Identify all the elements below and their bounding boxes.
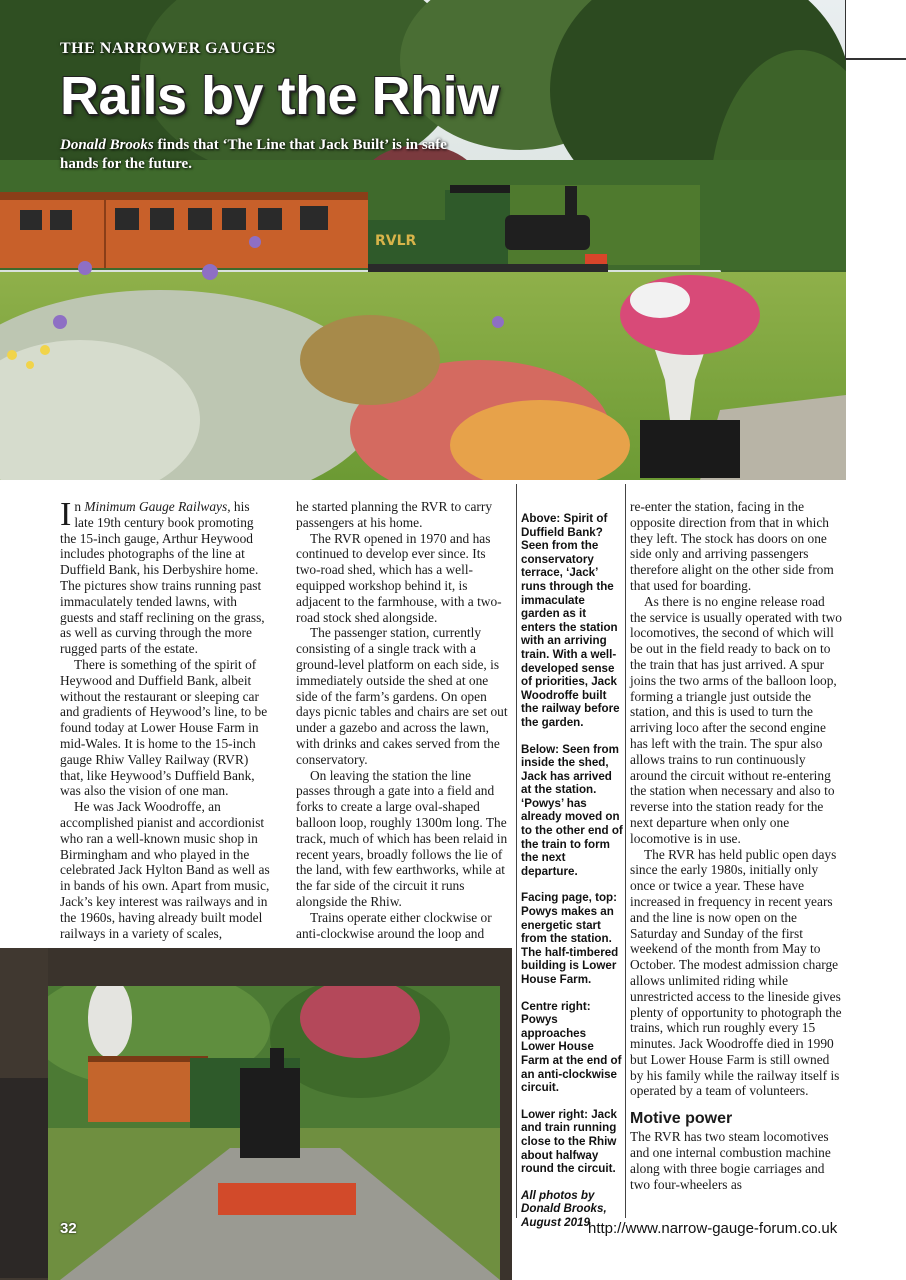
- standfirst: [60, 136, 480, 174]
- paragraph: As there is no engine release road the service is usually operated with two locomotives, the second of which will be out in the field ready to back on to the train that has just arrived. A spur joins the two arms of the balloon loop, forming a triangle just outside the station, and this is used to turn the arriving loco after the second engine has left with the train. The spur also allows trains to run continuously around the circuit without re-entering the station when necessary and also to reverse into the station ready for the next departure when only one locomotive is in use.: [630, 593, 842, 846]
- photo-credit: All photos by Donald Brooks, August 2019: [521, 1188, 607, 1229]
- subheading: Motive power: [630, 1110, 733, 1128]
- paragraph: [60, 496, 272, 657]
- body-column-1: [60, 496, 272, 941]
- paragraph: Trains operate either clockwise or anti-clockwise around the loop and: [296, 909, 492, 941]
- photo-caption: Above: Spirit of Duffield Bank? Seen from the conservatory terrace, ‘Jack’ runs through the immaculate garden as it enters the station with an arriving train. With a well-developed sense of priorities, Jack Woodroffe built the railway before the garden.: [521, 512, 620, 729]
- caption-column: [521, 512, 623, 1243]
- frame-rule-vertical: [845, 0, 846, 60]
- paragraph: The RVR opened in 1970 and has continued to develop ever since. Its two-road shed, which has a well-equipped workshop behind it, is adjacent to the farmhouse, with a two-road stock shed alongside.: [296, 530, 502, 625]
- text-run: , his late 19th century book promoting the 15-inch gauge, Arthur Heywood includes photographs of the line at Duffield Bank, his Derbyshire home. The pictures show trains running past immaculately tended lawns, with guests and staff reclining on the grass, as well as curving through the more rugged parts of the estate.: [60, 499, 265, 657]
- page-number: 32: [60, 1220, 77, 1237]
- footer-url: http://www.narrow-gauge-forum.co.uk: [588, 1220, 838, 1237]
- photo-caption: Centre right: Powys approaches Lower House Farm at the end of an anti-clockwise circuit.: [521, 999, 622, 1095]
- paragraph: He was Jack Woodroffe, an accomplished pianist and accordionist who ran a well-known music shop in Birmingham and who played in the celebrated Jack Hylton Band as well as in bands of his own. Apart from music, Jack’s key interest was railways and in the 1960s, having already built model railways in a variety of scales,: [60, 799, 270, 941]
- paragraph: he started planning the RVR to carry passengers at his home.: [296, 499, 493, 530]
- paragraph: The passenger station, currently consisting of a single track with a ground-level platform on each side, is immediately outside the shed at one side of the farm’s gardens. On open days picnic tables and chairs are set out under a gazebo and across the lawn, with drinks and cakes served from the conservatory.: [296, 625, 508, 767]
- section-tag: THE NARROWER GAUGES: [60, 40, 276, 57]
- page-title: Rails by the Rhiw: [60, 66, 499, 126]
- column-divider: [516, 484, 517, 1218]
- paragraph: The RVR has held public open days since the early 1980s, initially only once or twice a year. These have increased in frequency in recent years and the line is now open on the Saturday and Sunday of the first weekend of the month from May to October. The modest admission charge allows unlimited riding while unrestricted access to the lineside gives plenty of opportunity to photograph the trains, which run roughly every 15 minutes. Jack Woodroffe died in 1990 but Lower House Farm is still owned by his family while the railway itself is operated by a team of volunteers.: [630, 846, 842, 1099]
- paragraph: There is something of the spirit of Heywood and Duffield Bank, albeit without the restaurant or sleeping car and gradients of Heywood’s line, to be found today at Lower House Farm in mid-Wales. It is home to the 15-inch gauge Rhiw Valley Railway (RVR) that, like Heywood’s Duffield Bank, was also the vision of one man.: [60, 656, 268, 799]
- column-divider: [625, 484, 626, 1218]
- standfirst-author: Donald Brooks: [60, 137, 154, 153]
- paragraph: re-enter the station, facing in the opposite direction from that in which they left. The stock has doors on one side only and arriving passengers therefore alight on the other side from that used for boarding.: [630, 499, 834, 593]
- drop-cap: I: [60, 496, 72, 533]
- loco-nameplate: RVLR: [375, 233, 417, 249]
- photo-caption: Facing page, top: Powys makes an energetic start from the station. The half-timbered building is Lower House Farm.: [521, 891, 619, 986]
- body-column-2: [296, 499, 508, 941]
- body-column-4: [630, 499, 844, 1192]
- text-run: n: [74, 499, 85, 514]
- frame-rule-horizontal: [846, 58, 906, 60]
- photo-caption: Lower right: Jack and train running close to the Rhiw about halfway round the circuit.: [521, 1107, 617, 1176]
- book-title: Minimum Gauge Railways: [84, 499, 228, 514]
- standfirst-text: finds that ‘The Line that Jack Built’ is in safe hands for the future.: [60, 137, 447, 172]
- photo-caption: Below: Seen from inside the shed, Jack has arrived at the station. ‘Powys’ has already moved on to the other end of the train to form the next departure.: [521, 742, 623, 878]
- paragraph: On leaving the station the line passes through a gate into a field and forks to create a large oval-shaped balloon loop, roughly 1300m long. The track, much of which has been relaid in recent years, broadly follows the lie of the land, with few earthworks, while at the far side of the circuit it runs alongside the Rhiw.: [296, 767, 508, 909]
- paragraph: The RVR has two steam locomotives and one internal combustion machine along with three bogie carriages and two four-wheelers as: [630, 1129, 831, 1192]
